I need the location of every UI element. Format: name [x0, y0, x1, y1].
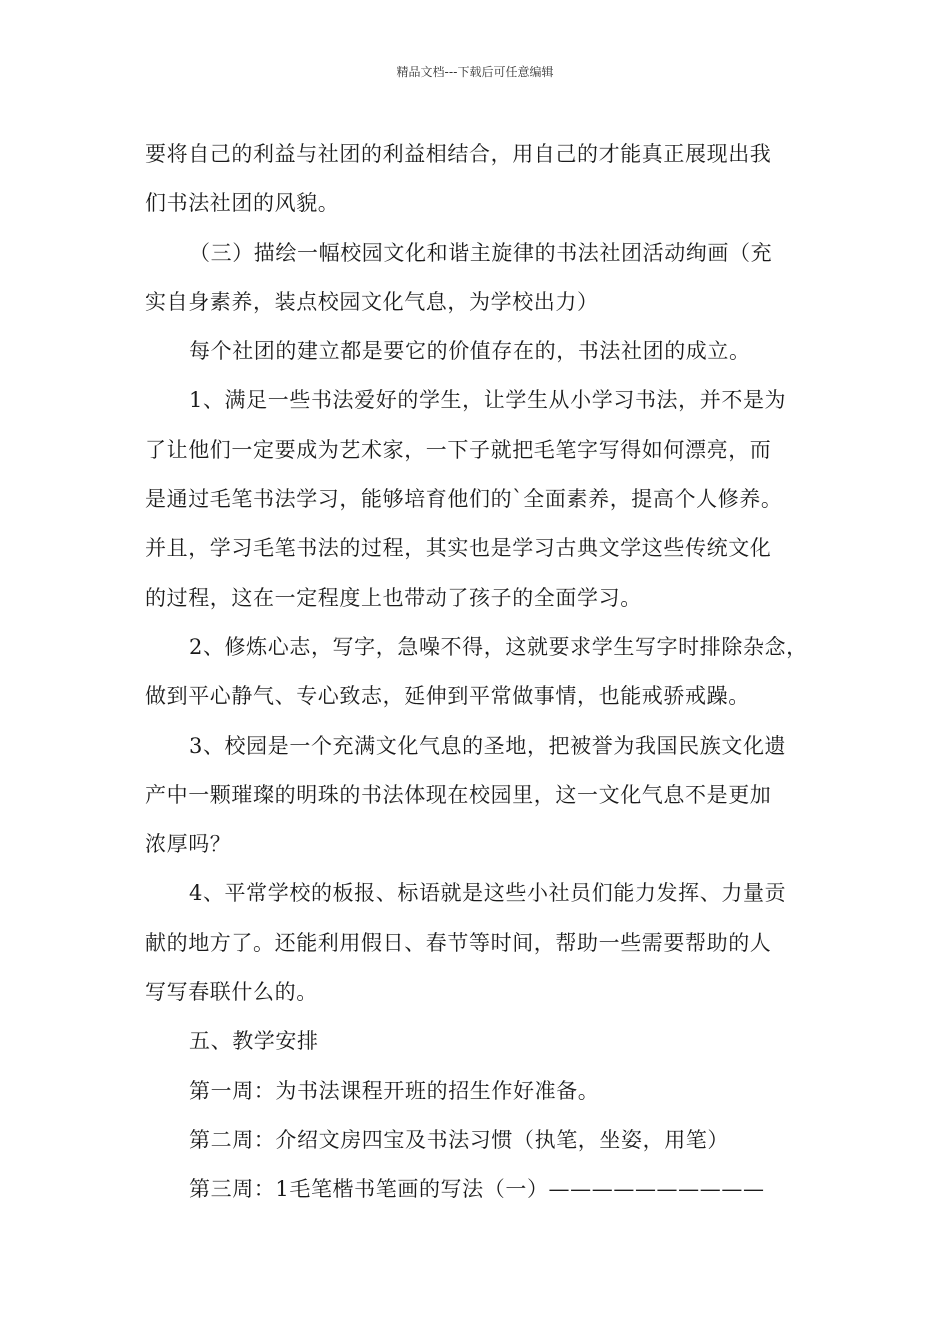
text-line: 要将自己的利益与社团的利益相结合，用自己的才能真正展现出我 [145, 142, 772, 166]
text-line: 浓厚吗？ [145, 832, 232, 857]
paragraph [145, 229, 820, 328]
paragraph [145, 130, 820, 229]
text-line: 写写春联什么的。 [145, 980, 318, 1005]
paragraph [145, 722, 820, 870]
text-line: 们书法社团的风貌。 [145, 191, 340, 216]
text-line: 五、教学安排 [189, 1029, 319, 1054]
text-line: 第一周：为书法课程开班的招生作好准备。 [189, 1078, 600, 1103]
text-line: 了让他们一定要成为艺术家，一下子就把毛笔字写得如何漂亮，而 [145, 437, 772, 462]
paragraph [145, 623, 820, 722]
schedule-item [145, 1165, 820, 1214]
text-line: （三）描绘一幅校园文化和谐主旋律的书法社团活动绚画（充 [189, 240, 773, 265]
text-line: 4、平常学校的板报、标语就是这些小社员们能力发挥、力量贡 [189, 881, 787, 906]
text-line: 实自身素养，装点校园文化气息，为学校出力） [145, 289, 599, 314]
text-line: 3、校园是一个充满文化气息的圣地，把被誉为我国民族文化遗 [189, 733, 787, 758]
text-line: 的过程，这在一定程度上也带动了孩子的全面学习。 [145, 585, 642, 610]
text-line: 第三周：1毛笔楷书笔画的写法（一）—————————— [189, 1177, 765, 1202]
text-line: 并且，学习毛笔书法的过程，其实也是学习古典文学这些传统文化 [145, 536, 772, 561]
text-line: 做到平心静气、专心致志，延伸到平常做事情，也能戒骄戒躁。 [145, 684, 750, 709]
page-header: 精品文档---下载后可任意编辑 [396, 65, 554, 79]
schedule-item [145, 1116, 820, 1165]
document-body [145, 130, 820, 1215]
text-line: 2、修炼心志，写字，急噪不得，这就要求学生写字时排除杂念， [189, 634, 808, 659]
section-heading [145, 1017, 820, 1066]
paragraph [145, 376, 820, 622]
text-line: 是通过毛笔书法学习，能够培育他们的`全面素养，提高个人修养。 [145, 487, 783, 512]
paragraph [145, 327, 820, 376]
text-line: 献的地方了。还能利用假日、春节等时间，帮助一些需要帮助的人 [145, 930, 772, 955]
text-line: 1、满足一些书法爱好的学生，让学生从小学习书法，并不是为 [189, 388, 787, 413]
schedule-item [145, 1067, 820, 1116]
paragraph [145, 869, 820, 1017]
text-line: 每个社团的建立都是要它的价值存在的，书法社团的成立。 [189, 339, 751, 364]
text-line: 产中一颗璀璨的明珠的书法体现在校园里，这一文化气息不是更加 [145, 782, 772, 807]
text-line: 第二周：介绍文房四宝及书法习惯（执笔，坐姿，用笔） [189, 1127, 729, 1152]
